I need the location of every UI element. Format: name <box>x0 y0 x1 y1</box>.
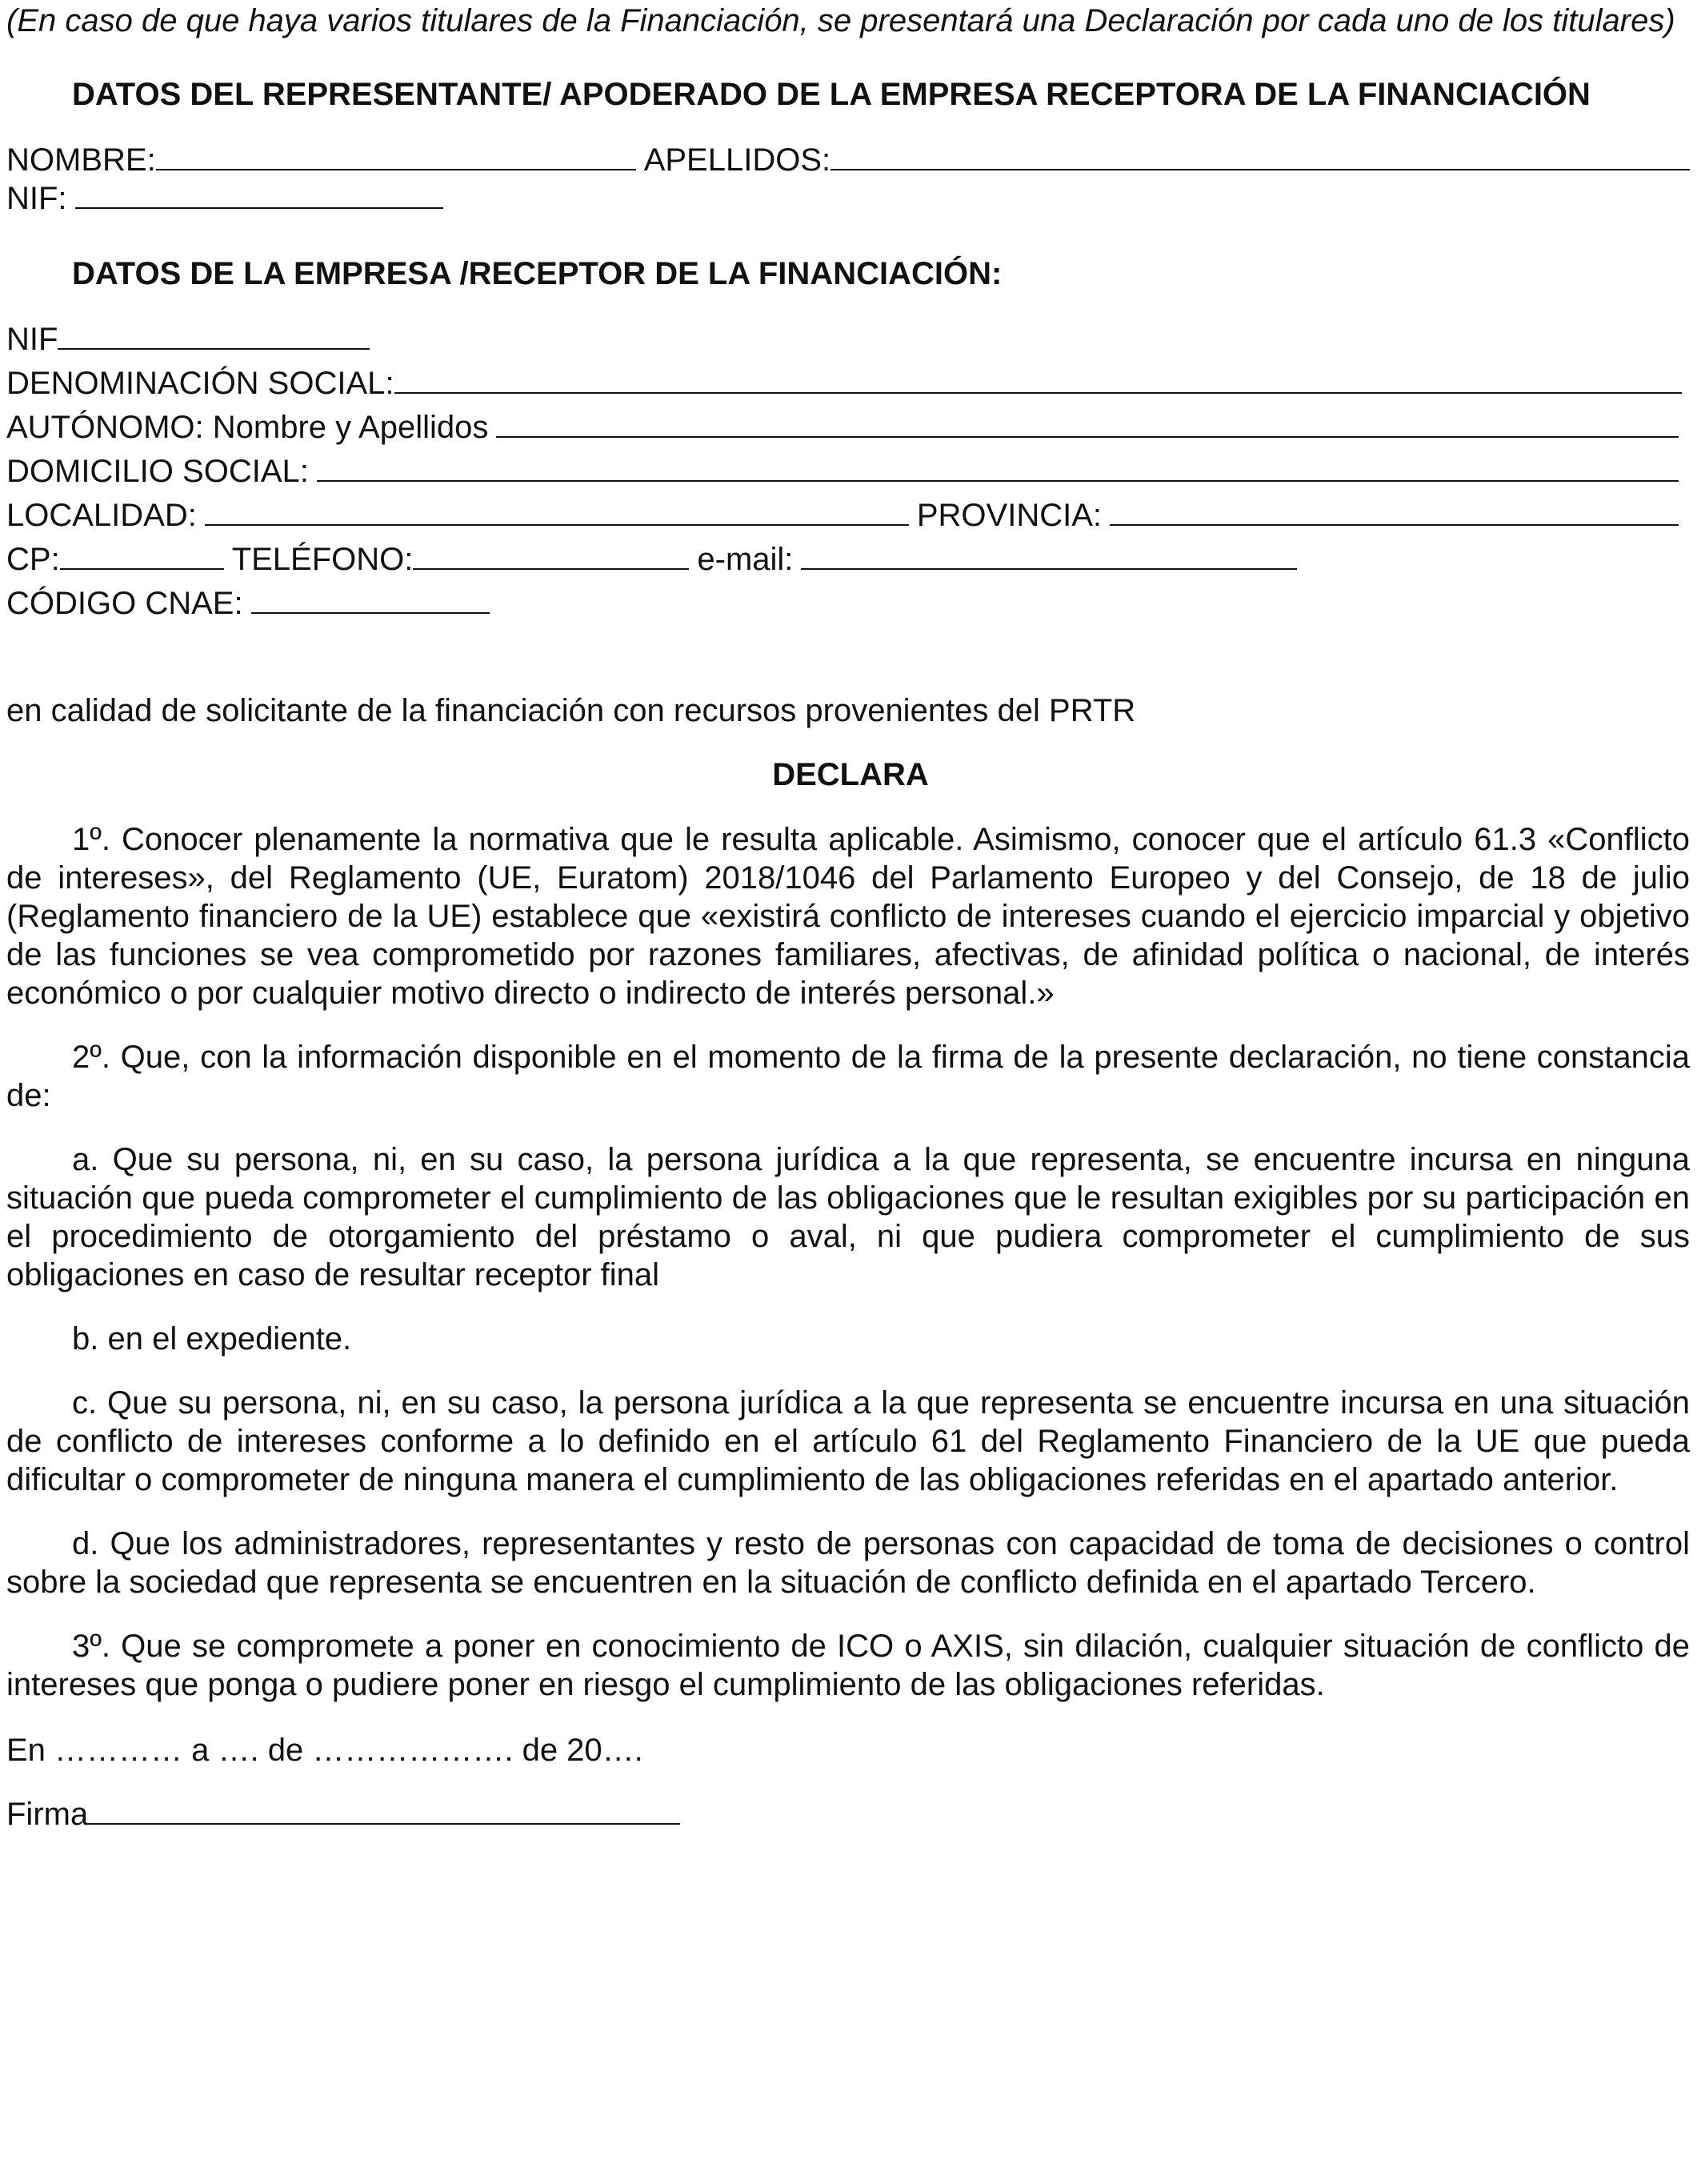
cnae-label: CÓDIGO CNAE: <box>6 586 243 621</box>
localidad-field[interactable] <box>205 497 909 526</box>
firma-label: Firma <box>6 1797 89 1832</box>
paragraph-b: b. en el expediente. <box>72 1321 352 1356</box>
intro-text: en calidad de solicitante de la financiación con recursos provenientes del PRTR <box>6 693 1136 728</box>
cp-label: CP: <box>6 542 60 577</box>
paragraph-1: 1º. Conocer plenamente la normativa que le resulta aplicable. Asimismo, conocer que el artículo 61.3 «Conflicto de intereses», del Reglamento (UE, Euratom) 2018/1046 del Parlamento Europeo y del Consejo, de 18 de julio (Reglamento financiero de la UE) establece que «existirá conflicto de intereses cuando el ejercicio imparcial y objetivo de las funciones se vea comprometido por razones familiares, afectivas, de afinidad política o nacional, de interés económico o por cualquier motivo directo o indirecto de interés personal.» <box>6 822 1690 1011</box>
place-date-line: En ………… a …. de ………………. de 20…. <box>6 1733 643 1768</box>
denominacion-field[interactable] <box>394 365 1682 394</box>
telefono-label: TELÉFONO: <box>231 542 414 577</box>
domicilio-label: DOMICILIO SOCIAL: <box>6 454 309 489</box>
row-firma <box>6 1795 680 1833</box>
row-nif-representante <box>6 179 443 218</box>
nif-empresa-label: NIF <box>6 322 58 357</box>
domicilio-field[interactable] <box>317 453 1679 482</box>
provincia-label: PROVINCIA: <box>916 498 1103 533</box>
section-empresa-title: DATOS DE LA EMPRESA /RECEPTOR DE LA FINANCIACIÓN: <box>72 256 1003 291</box>
cnae-field[interactable] <box>251 585 490 614</box>
apellidos-field[interactable] <box>830 142 1690 170</box>
localidad-label: LOCALIDAD: <box>6 498 197 533</box>
row-nombre-apellidos <box>6 141 1690 179</box>
apellidos-label: APELLIDOS: <box>643 142 831 178</box>
nombre-field[interactable] <box>156 142 636 170</box>
titulares-note: (En caso de que haya varios titulares de la Financiación, se presentará una Declaración por cada uno de los titulares) <box>6 3 1675 38</box>
nif-representante-label: NIF: <box>6 181 67 216</box>
nombre-label: NOMBRE: <box>6 142 156 178</box>
nif-representante-field[interactable] <box>75 180 443 209</box>
firma-field[interactable] <box>88 1796 680 1825</box>
paragraph-2: 2º. Que, con la información disponible en el momento de la firma de la presente declaración, no tiene constancia de: <box>6 1040 1690 1113</box>
email-label: e-mail: <box>697 542 794 577</box>
declara-title: DECLARA <box>772 757 929 792</box>
autonomo-field[interactable] <box>496 409 1679 438</box>
paragraph-c: c. Que su persona, ni, en su caso, la persona jurídica a la que representa se encuentre incursa en una situación de conflicto de intereses conforme a lo definido en el artículo 61 del Reglamento Financiero de la UE que pueda dificultar o comprometer de ninguna manera el cumplimiento de las obligaciones referidas en el apartado anterior. <box>6 1385 1690 1497</box>
row-denominacion <box>6 364 1682 403</box>
row-cnae <box>6 584 490 623</box>
paragraph-a: a. Que su persona, ni, en su caso, la persona jurídica a la que representa, se encuentre incursa en ninguna situación que pueda comprometer el cumplimiento de las obligaciones que le resultan exigibles por su participación en el procedimiento de otorgamiento del préstamo o aval, ni que pudiera comprometer el cumplimiento de sus obligaciones en caso de resultar receptor final <box>6 1142 1690 1292</box>
cp-field[interactable] <box>60 541 224 570</box>
row-domicilio <box>6 452 1679 491</box>
email-field[interactable] <box>801 541 1297 570</box>
provincia-field[interactable] <box>1110 497 1679 526</box>
row-cp-telefono-email <box>6 540 1297 579</box>
section-representante-title: DATOS DEL REPRESENTANTE/ APODERADO DE LA EMPRESA RECEPTORA DE LA FINANCIACIÓN <box>72 77 1591 112</box>
denominacion-label: DENOMINACIÓN SOCIAL: <box>6 366 394 401</box>
paragraph-3: 3º. Que se compromete a poner en conocimiento de ICO o AXIS, sin dilación, cualquier situación de conflicto de intereses que ponga o pudiere poner en riesgo el cumplimiento de las obligaciones referidas. <box>6 1629 1690 1702</box>
paragraph-d: d. Que los administradores, representantes y resto de personas con capacidad de toma de decisiones o control sobre la sociedad que representa se encuentren en la situación de conflicto definida en el apartado Tercero. <box>6 1526 1690 1600</box>
row-autonomo <box>6 408 1679 447</box>
row-nif-empresa <box>6 320 370 359</box>
row-localidad-provincia <box>6 496 1679 535</box>
autonomo-label: AUTÓNOMO: Nombre y Apellidos <box>6 410 489 445</box>
telefono-field[interactable] <box>413 541 689 570</box>
nif-empresa-field[interactable] <box>58 321 370 350</box>
